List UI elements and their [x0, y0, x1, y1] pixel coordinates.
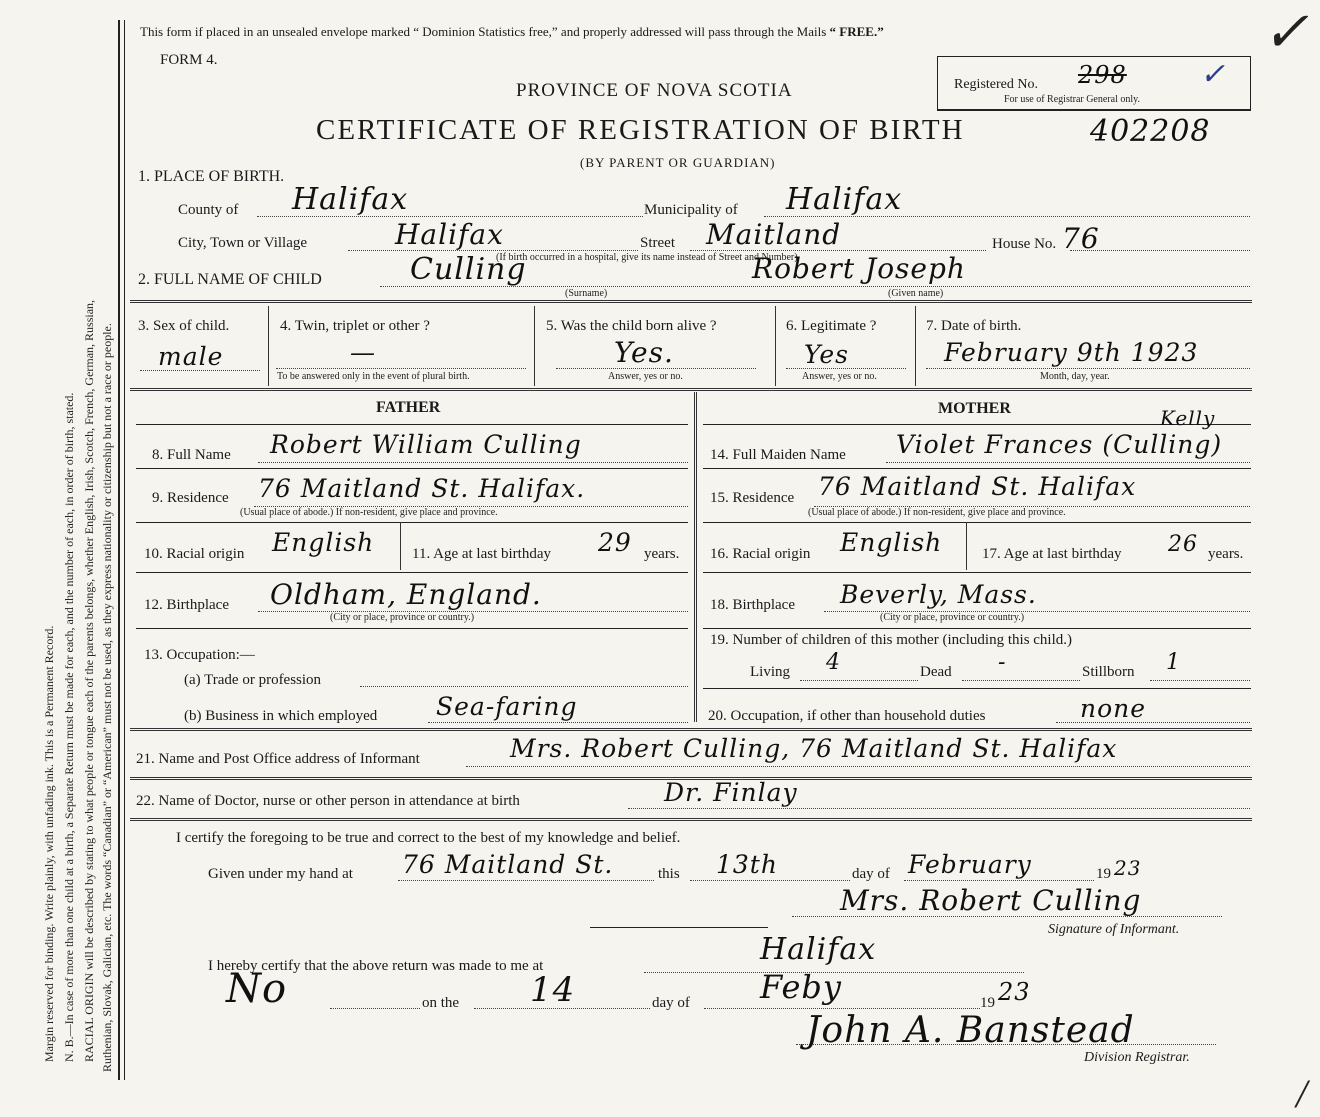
registrar-year-prefix: 19 [980, 995, 995, 1011]
father-row-rule-1 [136, 468, 688, 469]
given-place-line [398, 880, 654, 881]
father-trade-line [360, 686, 688, 687]
registered-number: 298 [1078, 61, 1127, 89]
mother-residence-value: 76 Maitland St. Halifax [818, 472, 1137, 501]
father-birthplace-note: (City or place, province or country.) [330, 612, 475, 623]
father-occupation-label: 13. Occupation:— [144, 647, 255, 663]
father-name-value: Robert William Culling [270, 430, 582, 459]
registrar-statement: I hereby certify that the above return was made to me at [208, 958, 544, 974]
mother-years-label: years. [1208, 546, 1244, 562]
dead-label: Dead [920, 664, 952, 680]
informant-line [466, 766, 1250, 767]
divider-3 [130, 728, 1252, 731]
father-residence-value: 76 Maitland St. Halifax. [258, 474, 586, 503]
street-value: Maitland [706, 218, 842, 251]
registrar-year-value: 23 [998, 978, 1031, 1006]
sex-label: 3. Sex of child. [138, 318, 230, 334]
mother-children-label: 19. Number of children of this mother (including this child.) [710, 632, 1073, 648]
mother-row-rule-1 [703, 468, 1251, 469]
informant-value: Mrs. Robert Culling, 76 Maitland St. Halifax [510, 734, 1118, 763]
mail-notice-text: This form if placed in an unsealed envelope marked “ Dominion Statistics free,” and properly addressed will pass through the Mails [140, 24, 827, 39]
dead-line [962, 680, 1080, 681]
mother-residence-note: (Usual place of abode.) If non-resident, give place and province. [808, 507, 1066, 518]
stillborn-value: 1 [1166, 650, 1181, 675]
child-surname-value: Culling [410, 252, 527, 287]
divider-5 [130, 818, 1252, 821]
sex-value: male [158, 342, 224, 371]
father-age-value: 29 [598, 528, 632, 557]
doctor-value: Dr. Finlay [664, 778, 798, 807]
house-label: House No. [992, 236, 1057, 252]
county-label: County of [178, 202, 239, 218]
father-business-value: Sea-faring [436, 692, 578, 721]
father-heading-rule [136, 424, 688, 425]
father-row-rule-3 [136, 572, 688, 573]
registrar-use-note: For use of Registrar General only. [1004, 94, 1140, 105]
registrar-caption: Division Registrar. [1084, 1050, 1190, 1065]
certify-statement: I certify the foregoing to be true and correct to the best of my knowledge and belief. [176, 830, 681, 846]
mother-heading: MOTHER [938, 400, 1011, 417]
registered-label: Registered No. [954, 77, 1038, 92]
col-divider-4 [915, 306, 916, 386]
given-place-value: 76 Maitland St. [402, 850, 614, 879]
form-number: FORM 4. [160, 52, 218, 68]
mother-row-rule-2 [703, 522, 1251, 523]
father-birthplace-value: Oldham, England. [270, 578, 542, 611]
mother-occupation-value: none [1080, 694, 1147, 723]
registrar-month-name-line [704, 1008, 980, 1009]
check-mark-icon: ✓ [1200, 58, 1226, 91]
alive-value: Yes. [614, 336, 674, 369]
registrar-month-value: Feby [760, 968, 842, 1006]
binding-rule-inner [124, 20, 125, 1080]
mother-row-rule-3 [703, 572, 1251, 573]
day-of-label: day of [852, 866, 890, 882]
province-title: PROVINCE OF NOVA SCOTIA [516, 80, 793, 101]
dob-line [926, 368, 1250, 369]
registrar-place-value: Halifax [760, 932, 877, 967]
legit-note: Answer, yes or no. [802, 371, 877, 382]
margin-note-2: N. B.—In case of more than one child at a birth, a Separate Return must be made for each, and the number of each, in order of birth, stated. [62, 392, 76, 1062]
month-line [904, 880, 1094, 881]
father-residence-note: (Usual place of abode.) If non-resident, give place and province. [240, 507, 498, 518]
legit-label: 6. Legitimate ? [786, 318, 877, 334]
dob-label: 7. Date of birth. [926, 318, 1022, 334]
stillborn-label: Stillborn [1082, 664, 1135, 680]
hospital-note: (If birth occurred in a hospital, give its name instead of Street and Number) [496, 252, 798, 263]
mother-racial-value: English [840, 528, 943, 557]
alive-note: Answer, yes or no. [608, 371, 683, 382]
signature-caption: Signature of Informant. [1048, 922, 1180, 937]
this-label: this [658, 866, 680, 882]
place-section-label: 1. PLACE OF BIRTH. [138, 168, 285, 185]
margin-note-1: Margin reserved for binding. Write plainly, with unfading ink. This is a Permanent Record. [42, 625, 56, 1062]
street-label: Street [640, 235, 675, 251]
corner-tick-icon: / [1296, 1071, 1308, 1116]
twin-label: 4. Twin, triplet or other ? [280, 318, 430, 334]
mother-occupation-label: 20. Occupation, if other than household duties [708, 708, 986, 724]
mother-birthplace-value: Beverly, Mass. [840, 580, 1037, 609]
certificate-number: 402208 [1090, 114, 1211, 149]
registrar-day-of-label: day of [652, 995, 690, 1011]
mother-row-rule-5 [703, 688, 1251, 689]
doctor-line [628, 808, 1250, 809]
mail-notice [140, 24, 884, 40]
father-row-rule-4 [136, 628, 688, 629]
on-the-label: on the [422, 995, 460, 1011]
registrar-month-mark: No [226, 966, 288, 1012]
col-divider-3 [775, 306, 776, 386]
father-name-line [258, 462, 688, 463]
col-divider-2 [534, 306, 535, 386]
mother-residence-label: 15. Residence [710, 490, 795, 506]
twin-value: — [350, 338, 376, 367]
informant-label: 21. Name and Post Office address of Informant [136, 751, 420, 767]
father-business-label: (b) Business in which employed [184, 708, 378, 724]
margin-note-4: Ruthenian, Slovak, Galician, etc. The words “Canadian” or “American” must not be used, as they express nationality or citizenship but not a race or people. [100, 323, 114, 1072]
mother-birthplace-label: 18. Birthplace [710, 597, 795, 613]
house-value: 76 [1062, 222, 1100, 255]
mother-age-value: 26 [1168, 532, 1198, 557]
certificate-title: CERTIFICATE OF REGISTRATION OF BIRTH [316, 114, 965, 146]
day-value: 13th [716, 850, 778, 879]
registrar-signature: John A. Banstead [806, 1010, 1135, 1051]
father-business-line [428, 722, 688, 723]
dob-value: February 9th 1923 [944, 338, 1199, 367]
mother-birthplace-note: (City or place, province or country.) [880, 612, 1025, 623]
margin-note-3: RACIAL ORIGIN will be described by stating to what people or tongue each of the parents belongs, whether English, Irish, Scotch, French, German, Russian, [82, 299, 96, 1062]
binding-rule [118, 20, 120, 1080]
living-label: Living [750, 664, 790, 680]
informant-signature: Mrs. Robert Culling [840, 884, 1142, 917]
mother-racial-label: 16. Racial origin [710, 546, 811, 562]
father-trade-label: (a) Trade or profession [184, 672, 322, 688]
father-racial-divider [400, 522, 401, 570]
county-value: Halifax [292, 182, 409, 217]
twin-line [276, 368, 526, 369]
municipality-value: Halifax [786, 182, 903, 217]
given-caption: (Given name) [888, 288, 944, 299]
father-name-label: 8. Full Name [152, 447, 231, 463]
child-given-value: Robert Joseph [752, 252, 966, 285]
col-divider-1 [268, 306, 269, 386]
dead-value: - [998, 650, 1007, 675]
child-name-label: 2. FULL NAME OF CHILD [138, 271, 322, 288]
mother-name-value: Violet Frances (Culling) [896, 430, 1223, 459]
month-value: February [908, 850, 1032, 879]
living-value: 4 [826, 650, 841, 675]
mother-age-label: 17. Age at last birthday [982, 546, 1122, 562]
parent-column-divider [694, 392, 697, 722]
municipality-label: Municipality of [644, 202, 738, 218]
mother-name-label: 14. Full Maiden Name [710, 447, 846, 463]
certificate-subtitle: (BY PARENT OR GUARDIAN) [580, 155, 776, 170]
twin-note: To be answered only in the event of plural birth. [277, 371, 470, 382]
signature-rule-left [590, 927, 768, 928]
father-heading: FATHER [376, 399, 441, 416]
given-label: Given under my hand at [208, 866, 353, 882]
divider-1 [130, 300, 1252, 303]
day-line [690, 880, 850, 881]
tick-mark-icon: ✓ [1262, 2, 1309, 64]
mother-row-rule-4 [703, 628, 1251, 629]
father-age-label: 11. Age at last birthday [412, 546, 551, 562]
stillborn-line [1150, 680, 1250, 681]
year-prefix: 19 [1096, 866, 1111, 882]
dob-note: Month, day, year. [1040, 371, 1110, 382]
father-years-label: years. [644, 546, 680, 562]
father-racial-label: 10. Racial origin [144, 546, 245, 562]
legit-value: Yes [804, 340, 849, 369]
mail-notice-free: “ FREE.” [829, 24, 884, 39]
mother-name-line [886, 462, 1250, 463]
mother-name-extra: Kelly [1160, 406, 1216, 430]
registrar-day-value: 14 [530, 970, 576, 1010]
divider-2 [130, 388, 1252, 391]
registered-box [937, 56, 1251, 111]
father-residence-label: 9. Residence [152, 490, 229, 506]
mother-racial-divider [966, 522, 967, 570]
living-line [800, 680, 918, 681]
year-value: 23 [1114, 856, 1142, 880]
alive-label: 5. Was the child born alive ? [546, 318, 717, 334]
city-label: City, Town or Village [178, 235, 308, 251]
father-birthplace-label: 12. Birthplace [144, 597, 229, 613]
father-row-rule-2 [136, 522, 688, 523]
doctor-label: 22. Name of Doctor, nurse or other person in attendance at birth [136, 793, 520, 809]
city-value: Halifax [395, 218, 504, 251]
father-racial-value: English [272, 528, 375, 557]
registrar-month-line [330, 1008, 420, 1009]
surname-caption: (Surname) [565, 288, 608, 299]
